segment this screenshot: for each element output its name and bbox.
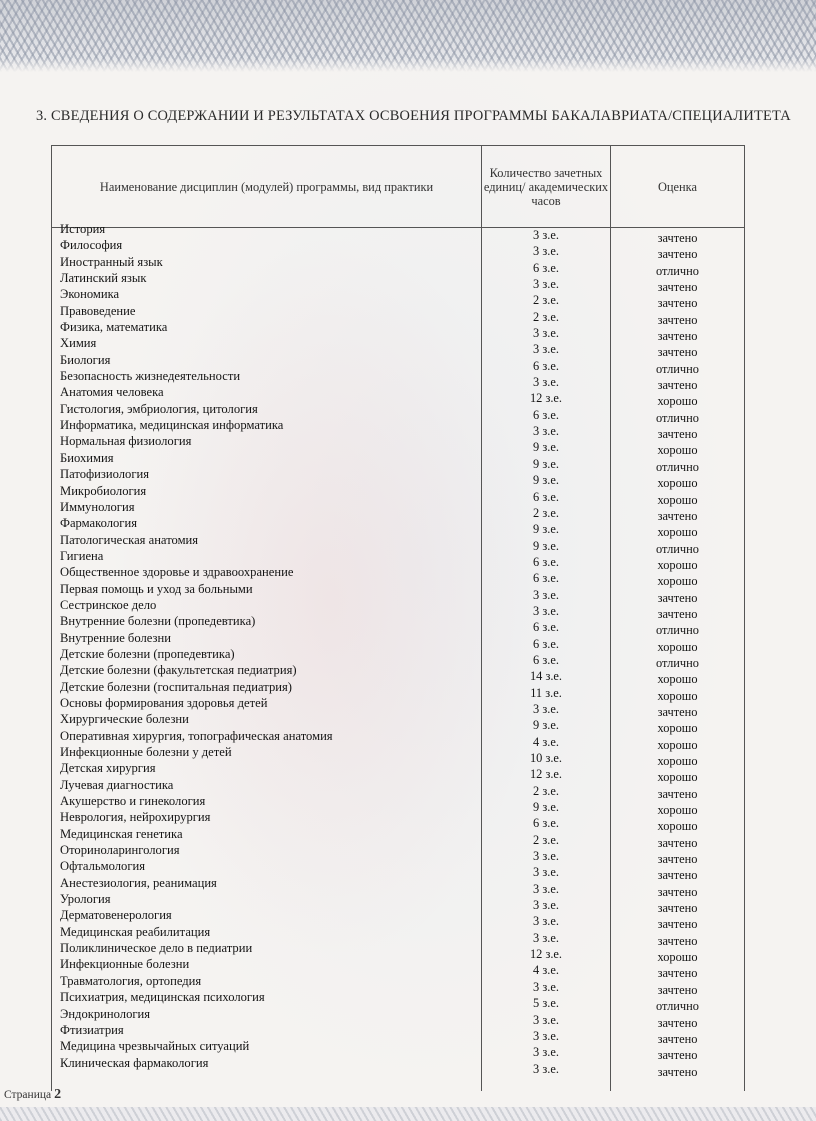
discipline-name: Гистология, эмбриология, цитология (60, 401, 258, 416)
credit-units: 9 з.е. (533, 456, 559, 471)
grade: отлично (655, 361, 699, 376)
grade: хорошо (657, 672, 698, 687)
credit-units: 6 з.е. (533, 554, 559, 569)
discipline-name: Биология (60, 352, 111, 367)
grade: зачтено (657, 427, 698, 442)
grade: отлично (655, 999, 699, 1014)
credit-units: 6 з.е. (533, 816, 559, 831)
credit-units: 6 з.е. (533, 407, 559, 422)
grade: хорошо (657, 950, 698, 965)
discipline-name: Физика, математика (60, 320, 168, 335)
grade: зачтено (657, 378, 698, 393)
table-row (52, 499, 744, 523)
discipline-name: Урология (60, 892, 111, 907)
grade: зачтено (657, 982, 698, 997)
credit-units: 9 з.е. (533, 473, 559, 488)
table-row (52, 352, 744, 376)
table-body (52, 221, 744, 1079)
discipline-name: Безопасность жизнедеятельности (60, 369, 241, 384)
table-row (52, 450, 744, 474)
grade: отлично (655, 459, 699, 474)
credit-units: 6 з.е. (533, 571, 559, 586)
discipline-name: Оперативная хирургия, топографическая анатомия (60, 728, 333, 743)
discipline-name: Клиническая фармакология (60, 1055, 209, 1070)
discipline-name: Фармакология (60, 516, 138, 531)
table-row (52, 597, 744, 621)
credit-units: 3 з.е. (533, 865, 559, 880)
credit-units: 12 з.е. (529, 947, 563, 962)
credit-units: 2 з.е. (533, 783, 559, 798)
discipline-name: Патофизиология (60, 467, 150, 482)
grade: хорошо (657, 819, 698, 834)
grade: зачтено (657, 606, 698, 621)
discipline-name: Общественное здоровье и здравоохранение (60, 565, 294, 580)
credit-units: 9 з.е. (533, 440, 559, 455)
credit-units: 3 з.е. (533, 1012, 559, 1027)
grade: хорошо (657, 525, 698, 540)
table-row (52, 744, 744, 768)
table-row (52, 973, 744, 997)
page-label: Страница (4, 1089, 52, 1101)
discipline-name: Гигиена (60, 548, 104, 563)
credit-units: 3 з.е. (533, 375, 559, 390)
grade: зачтено (657, 280, 698, 295)
grade: зачтено (657, 933, 698, 948)
discipline-name: Оториноларингология (60, 843, 180, 858)
credit-units: 2 з.е. (533, 832, 559, 847)
grade: хорошо (657, 492, 698, 507)
discipline-name: Офтальмология (60, 859, 146, 874)
table-row (52, 221, 744, 245)
credit-units: 5 з.е. (533, 996, 559, 1011)
credit-units: 3 з.е. (533, 228, 559, 242)
discipline-name: Инфекционные болезни у детей (60, 745, 232, 759)
discipline-name: Информатика, медицинская информатика (60, 418, 284, 433)
discipline-name: Травматология, ортопедия (60, 973, 202, 988)
grade: хорошо (657, 639, 698, 654)
credit-units: 9 з.е. (533, 522, 559, 537)
grade: зачтено (657, 1064, 698, 1079)
credit-units: 6 з.е. (533, 358, 559, 373)
grade: зачтено (657, 884, 698, 899)
table-row (52, 695, 744, 719)
grade: отлично (655, 623, 699, 638)
credit-units: 6 з.е. (533, 620, 559, 635)
discipline-name: Основы формирования здоровья детей (60, 695, 268, 710)
discipline-name: Философия (60, 238, 123, 253)
credit-units: 4 з.е. (533, 734, 559, 749)
discipline-name: Акушерство и гинекология (60, 794, 206, 809)
grade: зачтено (657, 1015, 698, 1030)
credit-units: 2 з.е. (533, 293, 559, 308)
credit-units: 3 з.е. (533, 914, 559, 929)
credit-units: 12 з.е. (529, 391, 563, 406)
credit-units: 3 з.е. (533, 930, 559, 945)
grade: зачтено (657, 231, 698, 245)
grade: хорошо (657, 394, 698, 409)
table-row (52, 777, 744, 801)
grade: хорошо (657, 770, 698, 785)
grades-table (51, 145, 745, 1091)
grade: зачтено (657, 296, 698, 311)
credit-units: 9 з.е. (533, 538, 559, 553)
credit-units: 6 з.е. (533, 652, 559, 667)
discipline-name: Биохимия (60, 450, 114, 465)
discipline-name: Анатомия человека (60, 385, 164, 400)
discipline-name: Экономика (60, 287, 120, 302)
discipline-name: Психиатрия, медицинская психология (60, 990, 265, 1005)
discipline-name: Дерматовенерология (60, 908, 172, 923)
page-number: 2 (54, 1087, 62, 1102)
discipline-name: История (60, 222, 106, 236)
grade: зачтено (657, 247, 698, 262)
credit-units: 3 з.е. (533, 849, 559, 864)
grade: зачтено (657, 590, 698, 605)
discipline-name: Нормальная физиология (60, 434, 192, 449)
discipline-name: Поликлиническое дело в педиатрии (60, 941, 253, 956)
grade: отлично (655, 655, 699, 670)
grade: зачтено (657, 329, 698, 344)
credit-units: 11 з.е. (530, 685, 562, 700)
table-row (52, 826, 744, 850)
credit-units: 14 з.е. (529, 669, 563, 684)
table-row (52, 254, 744, 278)
discipline-name: Внутренние болезни (пропедевтика) (60, 614, 256, 629)
discipline-name: Лучевая диагностика (60, 777, 174, 792)
credit-units: 3 з.е. (533, 326, 559, 341)
table-row (52, 303, 744, 327)
credit-units: 12 з.е. (529, 767, 563, 782)
discipline-name: Инфекционные болезни (60, 957, 190, 972)
discipline-name: Хирургические болезни (60, 712, 189, 727)
credit-units: 10 з.е. (529, 751, 563, 765)
credit-units: 3 з.е. (533, 277, 559, 292)
page-footer (4, 1087, 61, 1103)
discipline-name: Микробиология (60, 483, 147, 498)
credit-units: 2 з.е. (533, 505, 559, 520)
grade: зачтено (657, 345, 698, 360)
header-grade: Оценка (657, 179, 698, 194)
grade: хорошо (657, 688, 698, 703)
discipline-name: Детские болезни (пропедевтика) (60, 646, 235, 661)
credit-units: 3 з.е. (533, 979, 559, 994)
section-title: 3. СВЕДЕНИЯ О СОДЕРЖАНИИ И РЕЗУЛЬТАТАХ ОСВОЕНИЯ ПРОГРАММЫ БАКАЛАВРИАТА/СПЕЦИАЛИТЕТА (36, 108, 791, 124)
credit-units: 6 з.е. (533, 636, 559, 651)
grade: хорошо (657, 754, 698, 768)
grade: отлично (655, 263, 699, 278)
grade: отлично (655, 541, 699, 556)
credit-units: 3 з.е. (533, 603, 559, 618)
discipline-name: Медицина чрезвычайных ситуаций (60, 1039, 250, 1054)
credit-units: 2 з.е. (533, 309, 559, 324)
grade: хорошо (657, 443, 698, 458)
header-credit-units: Количество зачетных единиц/ академических часов (483, 165, 609, 208)
credit-units: 3 з.е. (533, 587, 559, 602)
discipline-name: Медицинская реабилитация (60, 924, 211, 939)
table-row (52, 1055, 744, 1079)
credit-units: 4 з.е. (533, 963, 559, 978)
discipline-name: Медицинская генетика (60, 826, 183, 841)
discipline-name: Латинский язык (60, 271, 147, 286)
discipline-name: Неврология, нейрохирургия (60, 810, 211, 825)
credit-units: 3 з.е. (533, 1045, 559, 1060)
header-discipline: Наименование дисциплин (модулей) программы, вид практики (99, 179, 434, 194)
credit-units: 6 з.е. (533, 260, 559, 275)
discipline-name: Детские болезни (госпитальная педиатрия) (60, 679, 292, 694)
table-row (52, 875, 744, 899)
grade: хорошо (657, 721, 698, 736)
security-pattern-top (0, 0, 816, 72)
credit-units: 3 з.е. (533, 1061, 559, 1076)
discipline-name: Правоведение (60, 303, 136, 318)
discipline-name: Сестринское дело (60, 597, 157, 612)
credit-units: 9 з.е. (533, 718, 559, 733)
table-row (52, 1022, 744, 1046)
discipline-name: Первая помощь и уход за больными (60, 581, 253, 596)
grade: зачтено (657, 786, 698, 801)
discipline-name: Детская хирургия (60, 761, 156, 776)
credit-units: 3 з.е. (533, 898, 559, 913)
grade: зачтено (657, 508, 698, 523)
discipline-name: Анестезиология, реанимация (60, 875, 217, 890)
table-row (52, 401, 744, 425)
security-pattern-bottom (0, 1107, 816, 1121)
discipline-name: Химия (60, 336, 97, 351)
grade: зачтено (657, 901, 698, 916)
grade: хорошо (657, 476, 698, 491)
table-row (52, 924, 744, 948)
grade: зачтено (657, 1031, 698, 1046)
credit-units: 3 з.е. (533, 342, 559, 357)
credit-units: 3 з.е. (533, 424, 559, 439)
grade: зачтено (657, 835, 698, 850)
credit-units: 3 з.е. (533, 881, 559, 896)
discipline-name: Патологическая анатомия (60, 532, 199, 547)
table-row (52, 646, 744, 670)
credit-units: 3 з.е. (533, 701, 559, 716)
grade: зачтено (657, 312, 698, 327)
discipline-name: Иммунология (60, 499, 135, 514)
grade: хорошо (657, 803, 698, 818)
grade: зачтено (657, 704, 698, 719)
grade: зачтено (657, 1048, 698, 1063)
grade: отлично (655, 410, 699, 425)
grade: зачтено (657, 852, 698, 867)
credit-units: 9 з.е. (533, 800, 559, 815)
grade: зачтено (657, 966, 698, 981)
discipline-name: Внутренние болезни (60, 630, 171, 645)
discipline-name: Фтизиатрия (60, 1022, 124, 1037)
grade: зачтено (657, 868, 698, 883)
credit-units: 3 з.е. (533, 244, 559, 259)
grade: хорошо (657, 574, 698, 589)
discipline-name: Иностранный язык (60, 254, 163, 269)
table-row (52, 613, 744, 638)
table-row (52, 548, 744, 572)
discipline-name: Эндокринология (60, 1006, 151, 1021)
credit-units: 3 з.е. (533, 1028, 559, 1043)
grade: хорошо (657, 737, 698, 752)
grade: зачтено (657, 917, 698, 932)
discipline-name: Детские болезни (факультетская педиатрия) (60, 663, 297, 678)
credit-units: 6 з.е. (533, 489, 559, 504)
grade: хорошо (657, 557, 698, 572)
